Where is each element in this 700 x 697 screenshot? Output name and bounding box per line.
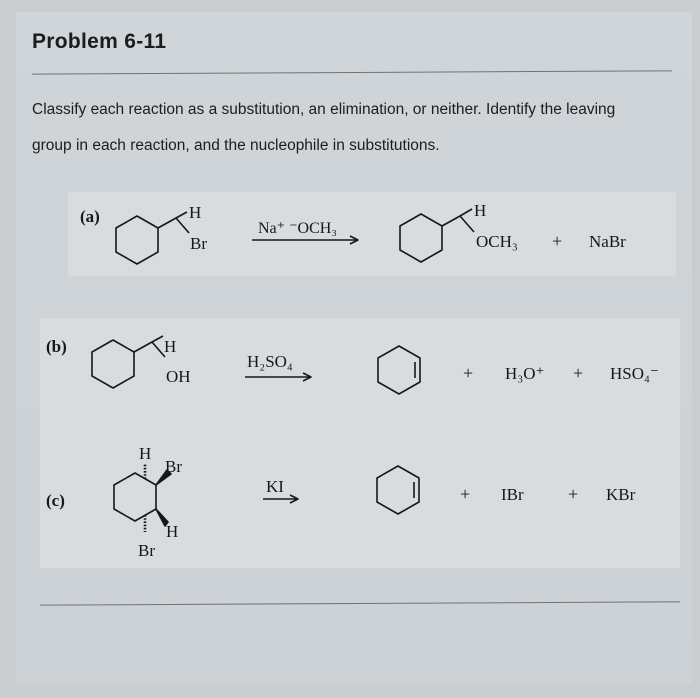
reaction-c-plus-1: + bbox=[460, 484, 471, 504]
reaction-b-reactant-ring bbox=[92, 340, 134, 388]
reaction-c-bottom-h: H bbox=[166, 522, 179, 541]
reaction-a-product-ring bbox=[400, 214, 442, 262]
reaction-a-label: (a) bbox=[80, 207, 100, 226]
reaction-a-product-och3: OCH₃ bbox=[476, 232, 518, 251]
reaction-c-reagent: KI bbox=[266, 477, 284, 496]
reaction-b-plus-1: + bbox=[463, 363, 474, 383]
reaction-c-reactant-ring bbox=[114, 473, 156, 521]
problem-title: Problem 6-11 bbox=[32, 30, 167, 53]
reaction-b-reactant-oh: OH bbox=[166, 367, 191, 386]
reaction-a-plus: + bbox=[552, 231, 563, 251]
reaction-a-nabr: NaBr bbox=[589, 232, 626, 251]
reaction-a-reactant-h: H bbox=[189, 203, 202, 222]
reaction-a-reactant-br: Br bbox=[190, 234, 207, 253]
reaction-a-reactant-ring bbox=[116, 216, 158, 264]
reaction-c-label: (c) bbox=[46, 491, 65, 510]
reaction-b-h3o: H₃O⁺ bbox=[505, 364, 545, 383]
reaction-a-product-h: H bbox=[474, 201, 487, 220]
reaction-c-kbr: KBr bbox=[606, 485, 636, 504]
reaction-c-plus-2: + bbox=[568, 484, 579, 504]
reaction-b-reactant-h: H bbox=[164, 337, 177, 356]
reaction-b-plus-2: + bbox=[573, 363, 584, 383]
reaction-c-top-h: H bbox=[139, 444, 152, 463]
reaction-c-product-ring bbox=[377, 466, 419, 514]
reaction-a-reagent: Na⁺ ⁻OCH₃ bbox=[258, 220, 337, 237]
reaction-c-top-br: Br bbox=[165, 457, 182, 476]
reaction-c-ibr: IBr bbox=[501, 485, 524, 504]
reaction-b-hso4: HSO₄⁻ bbox=[610, 364, 659, 383]
reaction-c-bottom-br: Br bbox=[138, 541, 155, 560]
instructions-line-1: Classify each reaction as a substitution, an elimination, or neither. Identify the leaving bbox=[32, 101, 616, 118]
reaction-b-reagent: H₂SO₄ bbox=[247, 352, 293, 371]
reaction-b-label: (b) bbox=[46, 337, 67, 356]
reaction-b-product-ring bbox=[378, 346, 420, 394]
instructions-line-2: group in each reaction, and the nucleophile in substitutions. bbox=[32, 137, 440, 154]
